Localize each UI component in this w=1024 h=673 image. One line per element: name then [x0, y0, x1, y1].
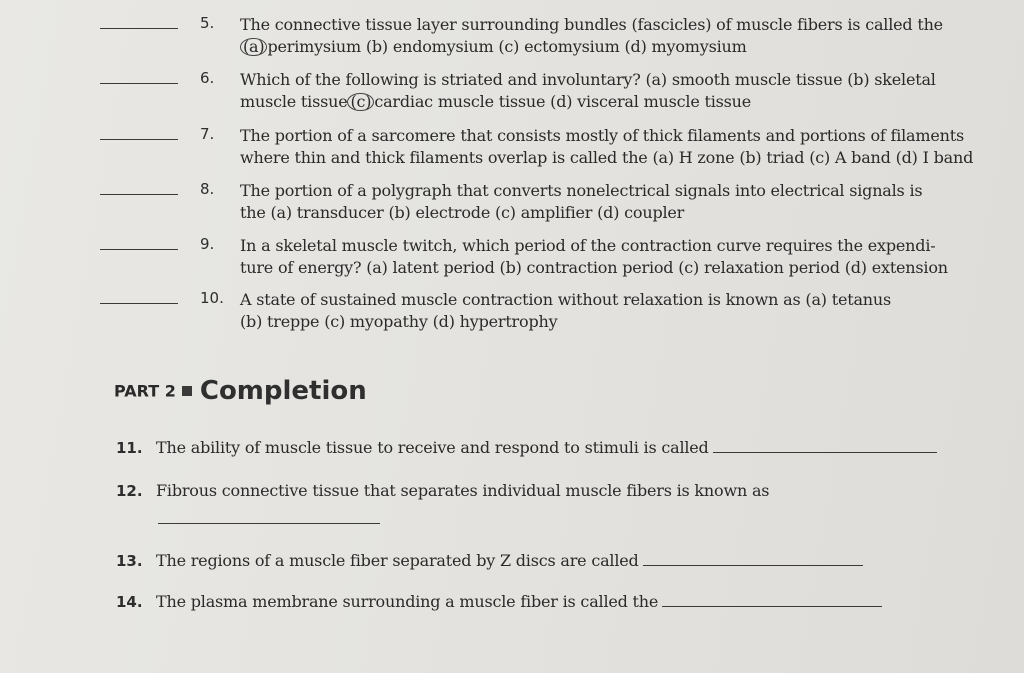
question-text: The regions of a muscle fiber separated by Z discs are called: [156, 551, 639, 570]
circled-answer: (a): [240, 38, 267, 56]
question-text: [240, 14, 980, 58]
question-text: [240, 235, 980, 279]
question-line-start: muscle tissue: [240, 92, 348, 111]
question-line: In a skeletal muscle twitch, which period of the contraction curve requires the expendi-: [240, 236, 936, 255]
question-text: [240, 69, 980, 113]
question-text: The plasma membrane surrounding a muscle fiber is called the: [156, 592, 659, 611]
question-line: [240, 91, 980, 113]
question-line: The connective tissue layer surrounding bundles (fascicles) of muscle fibers is called the: [240, 15, 943, 34]
question-13: [116, 551, 996, 570]
answer-blank-14[interactable]: [662, 606, 882, 607]
question-line-rest: cardiac muscle tissue (d) visceral muscle tissue: [374, 92, 752, 111]
answer-blank-8[interactable]: [100, 194, 178, 195]
question-number: 9.: [200, 235, 215, 253]
answer-blank-6[interactable]: [100, 83, 178, 84]
question-line: A state of sustained muscle contraction without relaxation is known as (a) tetanus: [240, 290, 891, 309]
answer-blank-11[interactable]: [713, 452, 937, 453]
question-number: 5.: [200, 14, 215, 32]
square-bullet-icon: [182, 386, 192, 396]
question-12: [116, 481, 996, 500]
question-line: the (a) transducer (b) electrode (c) amplifier (d) coupler: [240, 203, 685, 222]
question-line: (b) treppe (c) myopathy (d) hypertrophy: [240, 312, 558, 331]
question-line: where thin and thick filaments overlap is called the (a) H zone (b) triad (c) A band (d) I band: [240, 148, 974, 167]
question-line: ture of energy? (a) latent period (b) contraction period (c) relaxation period (d) extension: [240, 258, 948, 277]
question-number: 10.: [200, 289, 224, 307]
part-label: PART 2: [114, 381, 176, 401]
answer-blank-7[interactable]: [100, 139, 178, 140]
question-line: [240, 36, 980, 58]
question-text: [240, 180, 980, 224]
question-number: 6.: [200, 69, 215, 87]
question-text: [240, 289, 980, 333]
question-line: The portion of a polygraph that converts nonelectrical signals into electrical signals is: [240, 181, 923, 200]
question-number: 12.: [116, 482, 143, 500]
answer-blank-13[interactable]: [643, 565, 863, 566]
question-text: [240, 125, 980, 169]
question-11: [116, 438, 996, 457]
question-line: Which of the following is striated and involuntary? (a) smooth muscle tissue (b) skeletal: [240, 70, 936, 89]
answer-blank-10[interactable]: [100, 303, 178, 304]
question-number: 14.: [116, 593, 143, 611]
question-line: The portion of a sarcomere that consists mostly of thick filaments and portions of filaments: [240, 126, 964, 145]
answer-blank-5[interactable]: [100, 28, 178, 29]
circled-answer: (c): [347, 93, 374, 111]
answer-blank-9[interactable]: [100, 249, 178, 250]
question-number: 8.: [200, 180, 215, 198]
question-text: Fibrous connective tissue that separates individual muscle fibers is known as: [156, 481, 770, 500]
question-number: 11.: [116, 439, 143, 457]
part-2-heading: [114, 376, 367, 406]
answer-blank-12[interactable]: [158, 523, 380, 524]
question-text: The ability of muscle tissue to receive and respond to stimuli is called: [156, 438, 709, 457]
question-number: 7.: [200, 125, 215, 143]
question-number: 13.: [116, 552, 143, 570]
question-14: [116, 592, 996, 611]
question-line-rest: perimysium (b) endomysium (c) ectomysium (d) myomysium: [267, 37, 747, 56]
part-title: Completion: [199, 376, 367, 406]
